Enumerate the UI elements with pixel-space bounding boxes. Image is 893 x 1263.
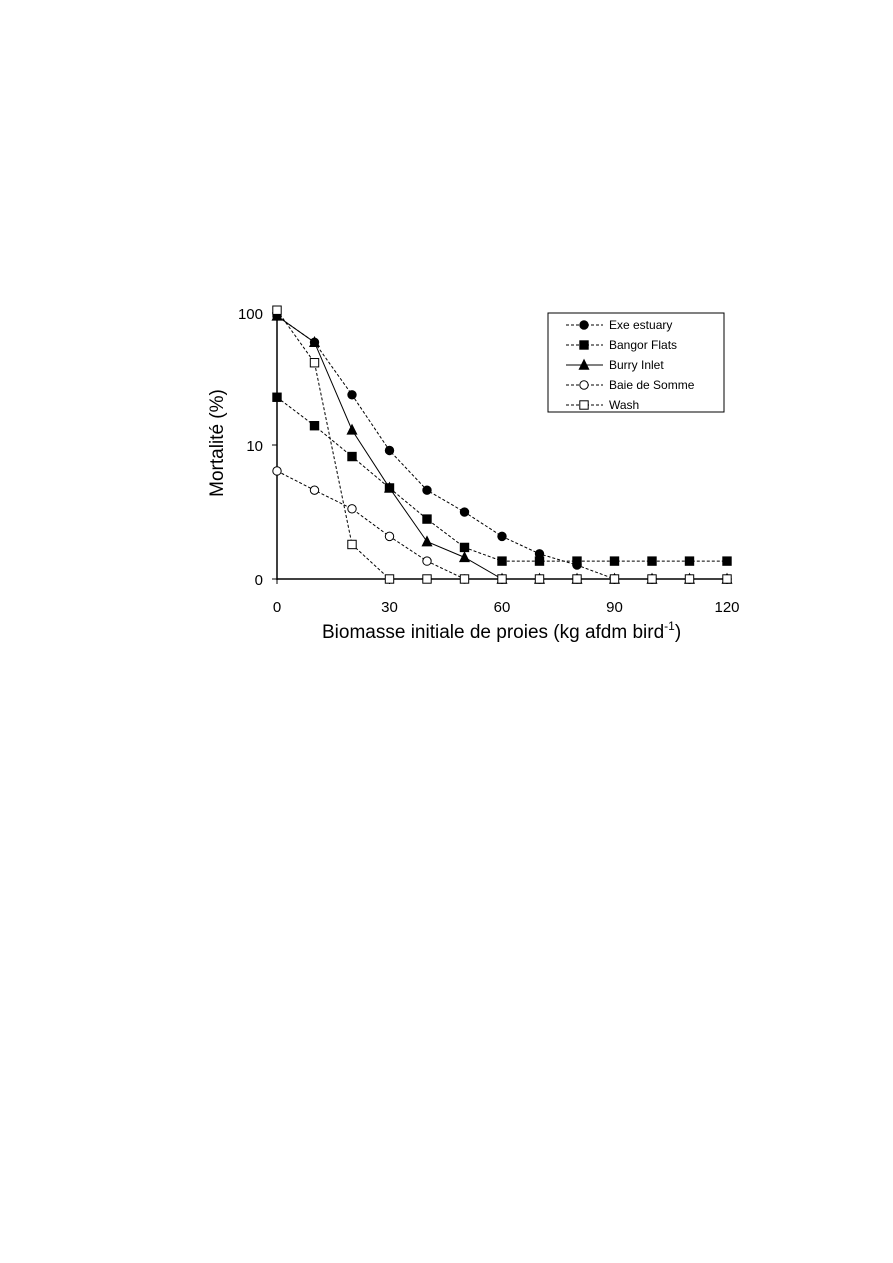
y-axis-title: Mortalité (%) bbox=[207, 389, 228, 497]
data-point bbox=[610, 557, 618, 565]
legend-marker bbox=[580, 341, 588, 349]
x-tick-label: 90 bbox=[606, 599, 623, 616]
x-tick-label: 120 bbox=[714, 599, 740, 616]
data-point bbox=[273, 393, 281, 401]
data-point bbox=[385, 532, 393, 540]
data-point bbox=[535, 557, 543, 565]
data-point bbox=[723, 575, 731, 583]
legend-label: Exe estuary bbox=[609, 318, 673, 332]
data-point bbox=[460, 543, 468, 551]
legend-marker bbox=[580, 401, 588, 409]
data-point bbox=[348, 452, 356, 460]
legend-label: Baie de Somme bbox=[609, 378, 695, 392]
data-point bbox=[310, 486, 318, 494]
data-point bbox=[348, 391, 356, 399]
data-point bbox=[535, 575, 543, 583]
y-tick-label: 10 bbox=[246, 438, 263, 455]
data-point bbox=[273, 306, 281, 314]
x-axis-title-suffix: ) bbox=[674, 622, 682, 643]
legend-label: Wash bbox=[609, 398, 640, 412]
data-point bbox=[685, 575, 693, 583]
data-point bbox=[348, 540, 356, 548]
data-point bbox=[385, 575, 393, 583]
data-point bbox=[610, 575, 618, 583]
data-point bbox=[648, 575, 656, 583]
data-point bbox=[310, 422, 318, 430]
x-axis-title-main: Biomasse initiale de proies (kg afdm bird bbox=[322, 622, 665, 643]
data-point bbox=[460, 575, 468, 583]
legend bbox=[548, 313, 724, 412]
data-point bbox=[685, 557, 693, 565]
data-point bbox=[460, 508, 468, 516]
x-tick-label: 30 bbox=[381, 599, 398, 616]
data-point bbox=[423, 575, 431, 583]
legend-label: Bangor Flats bbox=[609, 338, 678, 352]
data-point bbox=[573, 557, 581, 565]
data-point bbox=[422, 536, 431, 545]
data-point bbox=[498, 557, 506, 565]
data-point bbox=[423, 486, 431, 494]
legend-marker bbox=[580, 381, 588, 389]
x-tick-label: 0 bbox=[272, 599, 282, 616]
data-point bbox=[347, 425, 356, 434]
data-point bbox=[723, 557, 731, 565]
x-axis-title bbox=[322, 619, 681, 643]
data-point bbox=[423, 557, 431, 565]
x-axis-title-superscript: -1 bbox=[664, 619, 675, 633]
legend-label: Burry Inlet bbox=[609, 358, 664, 372]
x-tick-label: 60 bbox=[493, 599, 511, 616]
data-point bbox=[385, 446, 393, 454]
data-point bbox=[310, 359, 318, 367]
data-point bbox=[348, 505, 356, 513]
data-point bbox=[498, 532, 506, 540]
data-point bbox=[648, 557, 656, 565]
data-point bbox=[498, 575, 506, 583]
legend-marker bbox=[580, 321, 588, 329]
data-point bbox=[273, 467, 281, 475]
y-tick-label: 100 bbox=[237, 306, 263, 323]
data-point bbox=[573, 575, 581, 583]
data-point bbox=[423, 515, 431, 523]
y-tick-label: 0 bbox=[254, 572, 263, 589]
data-point bbox=[460, 552, 469, 561]
